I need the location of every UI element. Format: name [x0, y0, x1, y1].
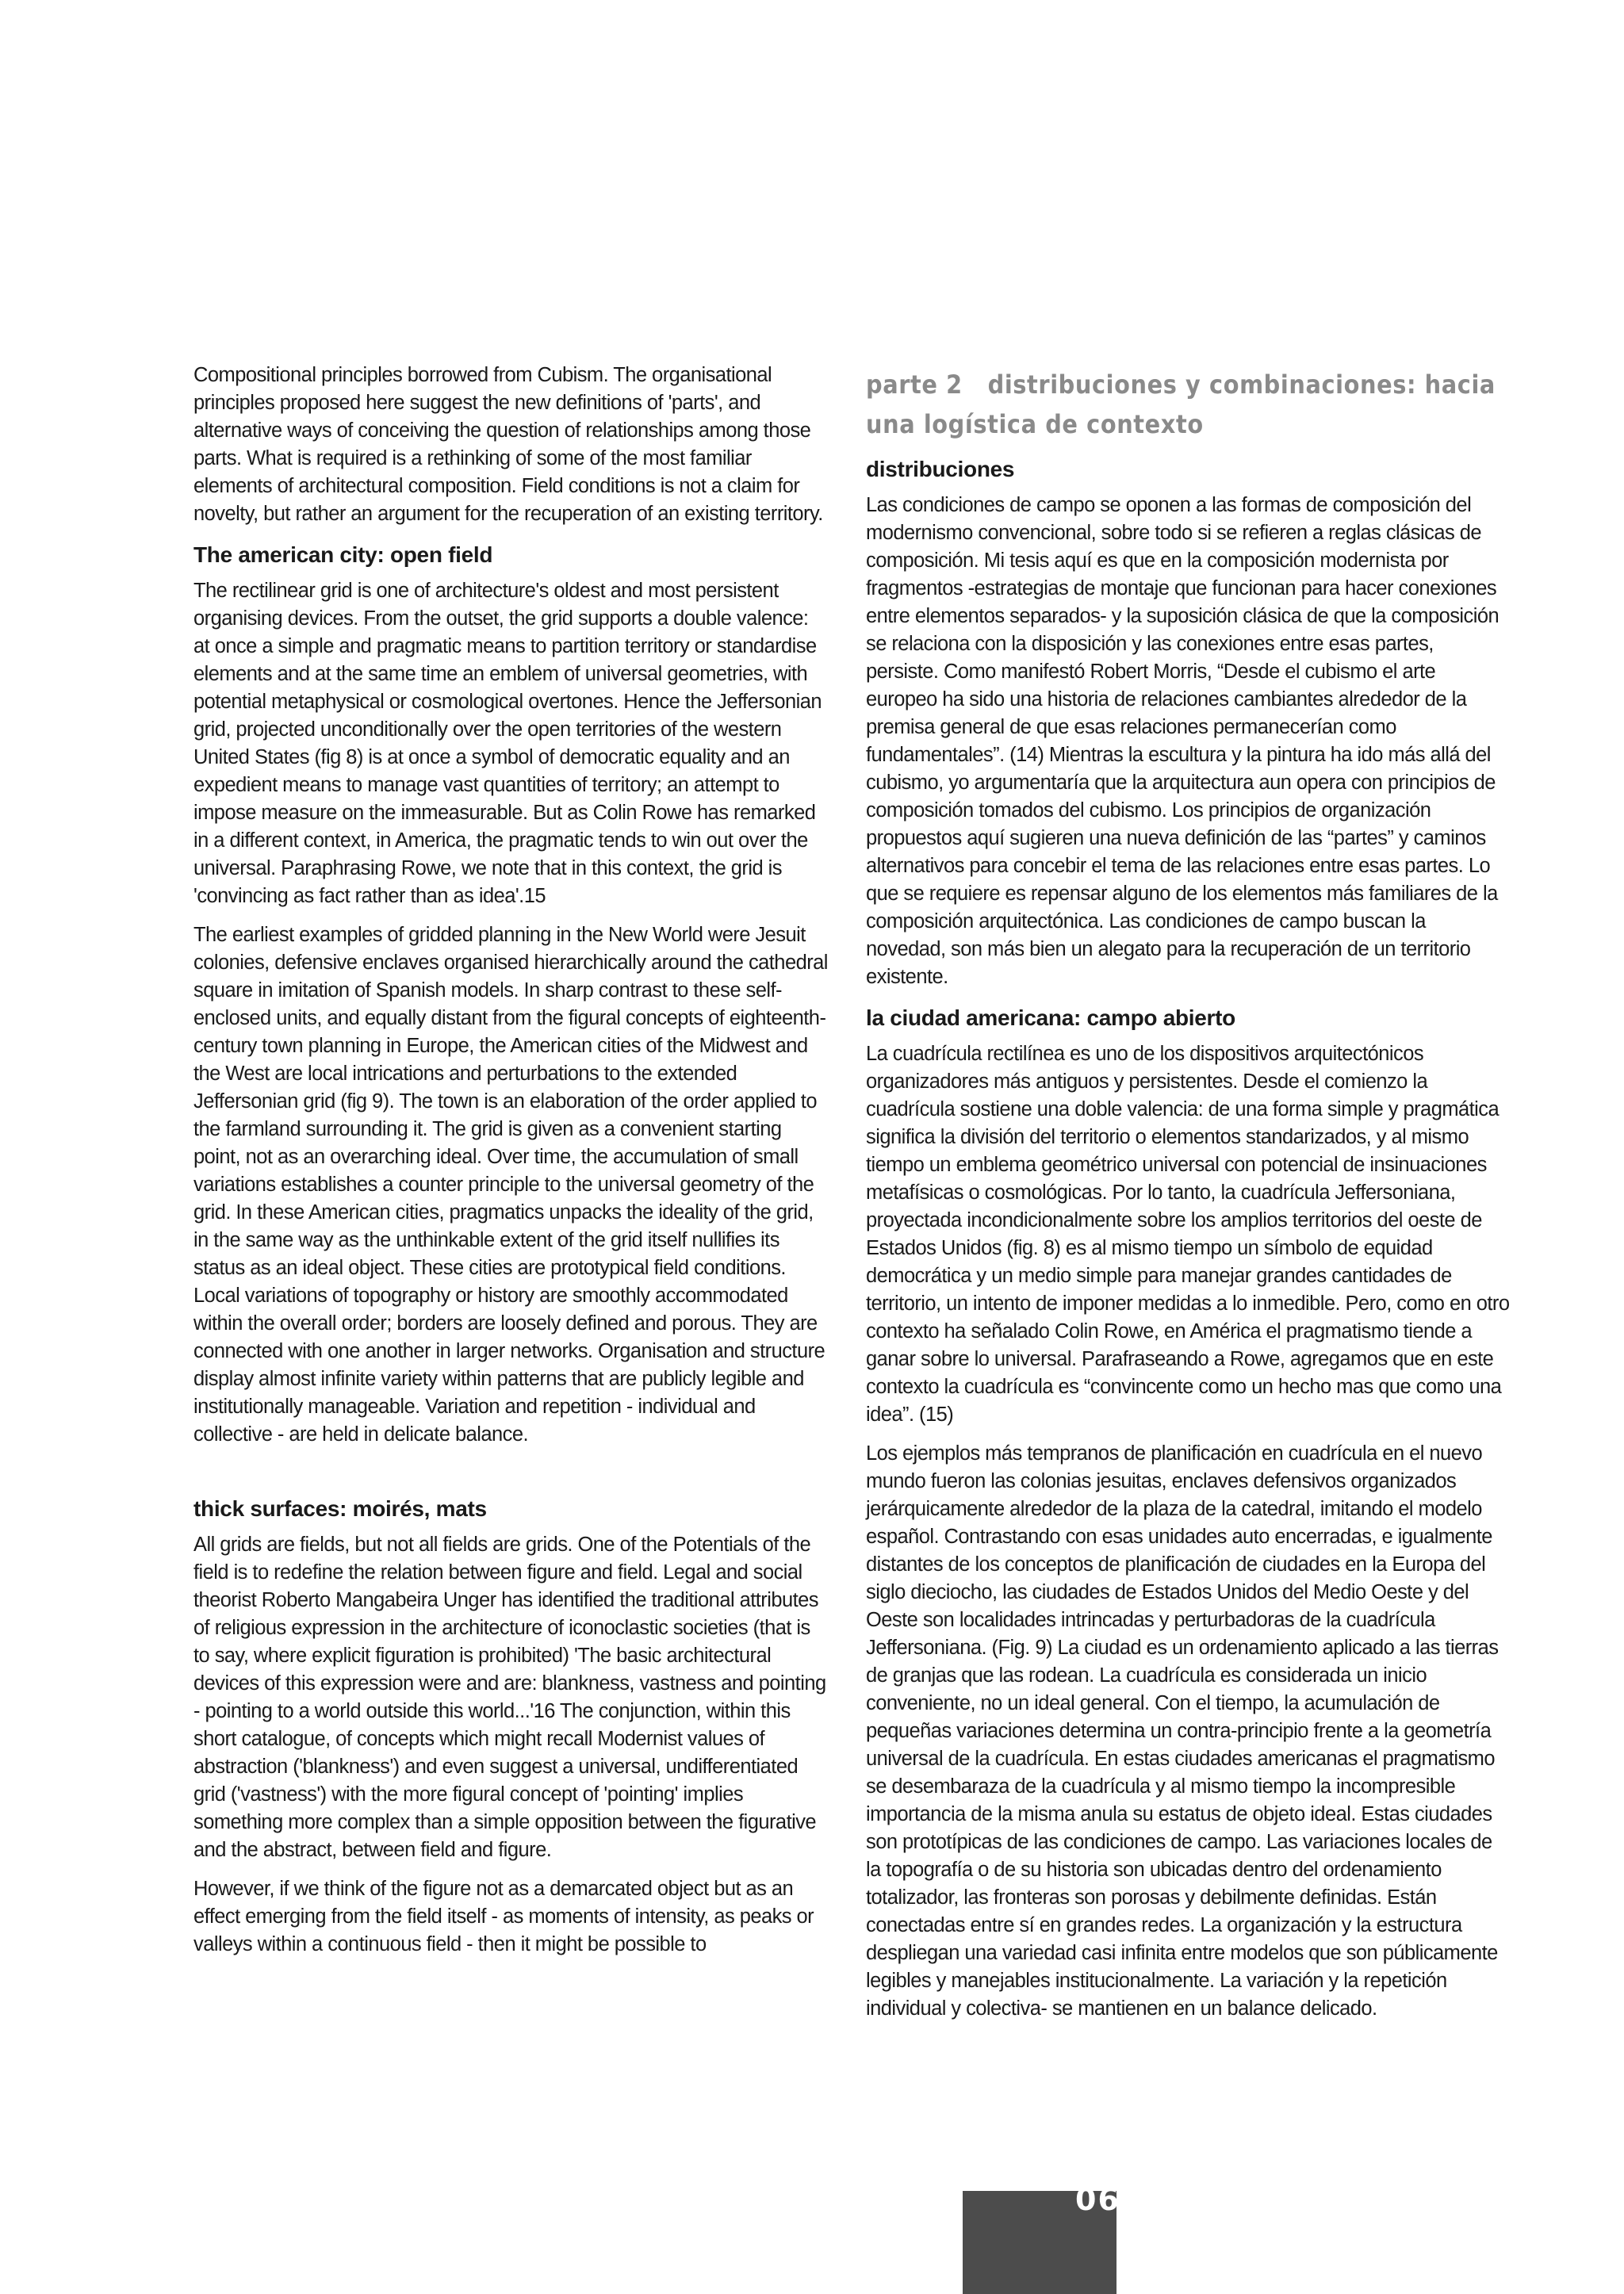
paragraph-gridded-planning: The earliest examples of gridded planning in the New World were Jesuit colonies, defensive enclaves organised hierarchically around the cathedral square in imitation of Spanish models. In sharp contrast to these self-enclosed units, and equally distant from the figural concepts of eighteenth-century town planning in Europe, the American cities of the Midwest and the West are local intrications and perturbations to the extended Jeffersonian grid (fig 9). The town is an elaboration of the order applied to the farmland surrounding it. The grid is given as a convenient starting point, not as an overarching ideal. Over time, the accumulation of small variations establishes a counter principle to the universal geometry of the grid. In these American cities, pragmatics unpacks the ideality of the grid, in the same way as the unthinkable extent of the grid itself nullifies its status as an ideal object. These cities are prototypical field conditions. Local variations of topography or history are smoothly accommodated within the overall order; borders are loosely defined and porous. They are connected with one another in larger networks. Organisation and structure display almost infinite variety within patterns that are publicly legible and institutionally manageable. Variation and repetition - individual and collective - are held in delicate balance.	[193, 924, 828, 1446]
heading-ciudad-americana: la ciudad americana: campo abierto	[866, 1005, 1235, 1030]
intro-paragraph: Compositional principles borrowed from Cubism. The organisational principles proposed here suggest the new definitions of 'parts', and alternative ways of conceiving the question of relationships among those parts. What is required is a rethinking of some of the most familiar elements of architectural composition. Field conditions is not a claim for novelty, but rather an argument for the recuperation of an existing territory.	[193, 364, 823, 525]
paragraph-ejemplos: Los ejemplos más tempranos de planificación en cuadrícula en el nuevo mundo fueron las colonias jesuitas, enclaves defensivos organizados jerárquicamente alrededor de la plaza de la catedral, imitando el modelo español. Contrastando con esas unidades auto encerradas, e igualmente distantes de los conceptos de planificación de ciudades en la Europa del siglo dieciocho, las ciudades de Estados Unidos del Medio Oeste y del Oeste son localidades intrincadas y perturbadoras de la cuadrícula Jeffersoniana. (Fig. 9) La ciudad es un ordenamiento aplicado a las tierras de granjas que las rodean. La cuadrícula es considerada un inicio conveniente, no un ideal general. Con el tiempo, la acumulación de pequeñas variaciones determina un contra-principio frente a la geometría universal de la cuadrícula. En estas ciudades americanas el pragmatismo se desembaraza de la cuadrícula y al mismo tiempo la incompresible importancia de la misma anula su estatus de objeto ideal. Estas ciudades son prototípicas de las condiciones de campo. Las variaciones locales de la topografía o de su historia son ubicadas dentro del ordenamiento totalizador, las fronteras son porosas y debilmente definidas. Están conectadas entre sí en grandes redes. La organización y la estructura despliegan una variedad casi infinita entre modelos que son públicamente legibles y manejables institucionalmente. La variación y la repetición individual y colectiva- se mantienen en un balance delicado.	[866, 1442, 1499, 2020]
paragraph-fields: All grids are fields, but not all fields are grids. One of the Potentials of the field is to redefine the relation between figure and field. Legal and social theorist Roberto Mangabeira Unger has identified the traditional attributes of religious expression in the architecture of iconoclastic societies (that is to say, where explicit figuration is prohibited) 'The basic architectural devices of this expression were and are: blankness, vastness and pointing - pointing to a world outside this world...'16 The conjunction, within this short catalogue, of concepts which might recall Modernist values of abstraction ('blankness') and even suggest a universal, undifferentiated grid ('vastness') with the more figural concept of 'pointing' implies something more complex than a simple opposition between the figurative and the abstract, between field and figure.	[193, 1534, 826, 1861]
heading-distribuciones: distribuciones	[866, 457, 1015, 481]
paragraph-figure: However, if we think of the figure not as a demarcated object but as an effect emerging from the field itself - as moments of intensity, as peaks or valleys within a continuous field - then it might be possible to	[193, 1878, 814, 1955]
heading-thick-surfaces: thick surfaces: moirés, mats	[193, 1496, 487, 1521]
heading-american-city: The american city: open field	[193, 542, 493, 567]
page-number: 06	[1075, 2182, 1120, 2217]
right-column	[866, 365, 1510, 2034]
paragraph-grid: The rectilinear grid is one of architecture's oldest and most persistent organising devices. From the outset, the grid supports a double valence: at once a simple and pragmatic means to partition territory or standardise elements and at the same time an emblem of universal geometries, with potential metaphysical or cosmological overtones. Hence the Jeffersonian grid, projected unconditionally over the open territories of the western United States (fig 8) is at once a symbol of democratic equality and an expedient means to manage vast quantities of territory; an attempt to impose measure on the immeasurable. But as Colin Rowe has remarked in a different context, in America, the pragmatic tends to win out over the universal. Paraphrasing Rowe, we note that in this context, the grid is 'convincing as fact rather than as idea'.15	[193, 580, 822, 907]
paragraph-condiciones: Las condiciones de campo se oponen a las formas de composición del modernismo convencional, sobre todo si se refieren a reglas clásicas de composición. Mi tesis aquí es que en la composición modernista por fragmentos -estrategias de montaje que funcionan para hacer conexiones entre elementos separados- y la suposición clásica de que la composición se relaciona con la disposición y las conexiones entre esas partes, persiste. Como manifestó Robert Morris, “Desde el cubismo el arte europeo ha sido una historia de relaciones cambiantes alrededor de la premisa general de que esas relaciones permanecerían como fundamentales”. (14) Mientras la escultura y la pintura ha ido más allá del cubismo, yo argumentaría que la arquitectura aun opera con principios de composición tomados del cubismo. Los principios de organización propuestos aquí sugieren una nueva definición de las “partes” y caminos alternativos para concebir el tema de las relaciones entre esas partes. Lo que se requiere es repensar alguno de los elementos más familiares de la composición arquitectónica. Las condiciones de campo buscan la novedad, son más bien un alegato para la recuperación de un territorio existente.	[866, 494, 1500, 988]
part-title: parte 2 distribuciones y combinaciones: hacia una logística de contexto	[866, 370, 1504, 439]
paragraph-cuadricula: La cuadrícula rectilínea es uno de los dispositivos arquitectónicos organizadores más antiguos y persistentes. Desde el comienzo la cuadrícula sostiene una doble valencia: de una forma simple y pragmática significa la división del territorio o elementos standarizados, y al mismo tiempo un emblema geométrico universal con potencial de insinuaciones metafísicas o cosmológicas. Por lo tanto, la cuadrícula Jeffersoniana, proyectada incondicionalmente sobre los amplios territorios del oeste de Estados Unidos (fig. 8) es al mismo tiempo un símbolo de equidad democrática y un medio simple para manejar grandes cantidades de territorio, un intento de imponer medidas a lo inmedible. Pero, como en otro contexto ha señalado Colin Rowe, en América el pragmatismo tiende a ganar sobre lo universal. Parafraseando a Rowe, agregamos que en este contexto la cuadrícula es “convincente como un hecho mas que como una idea”. (15)	[866, 1043, 1510, 1426]
left-column	[193, 362, 828, 1970]
